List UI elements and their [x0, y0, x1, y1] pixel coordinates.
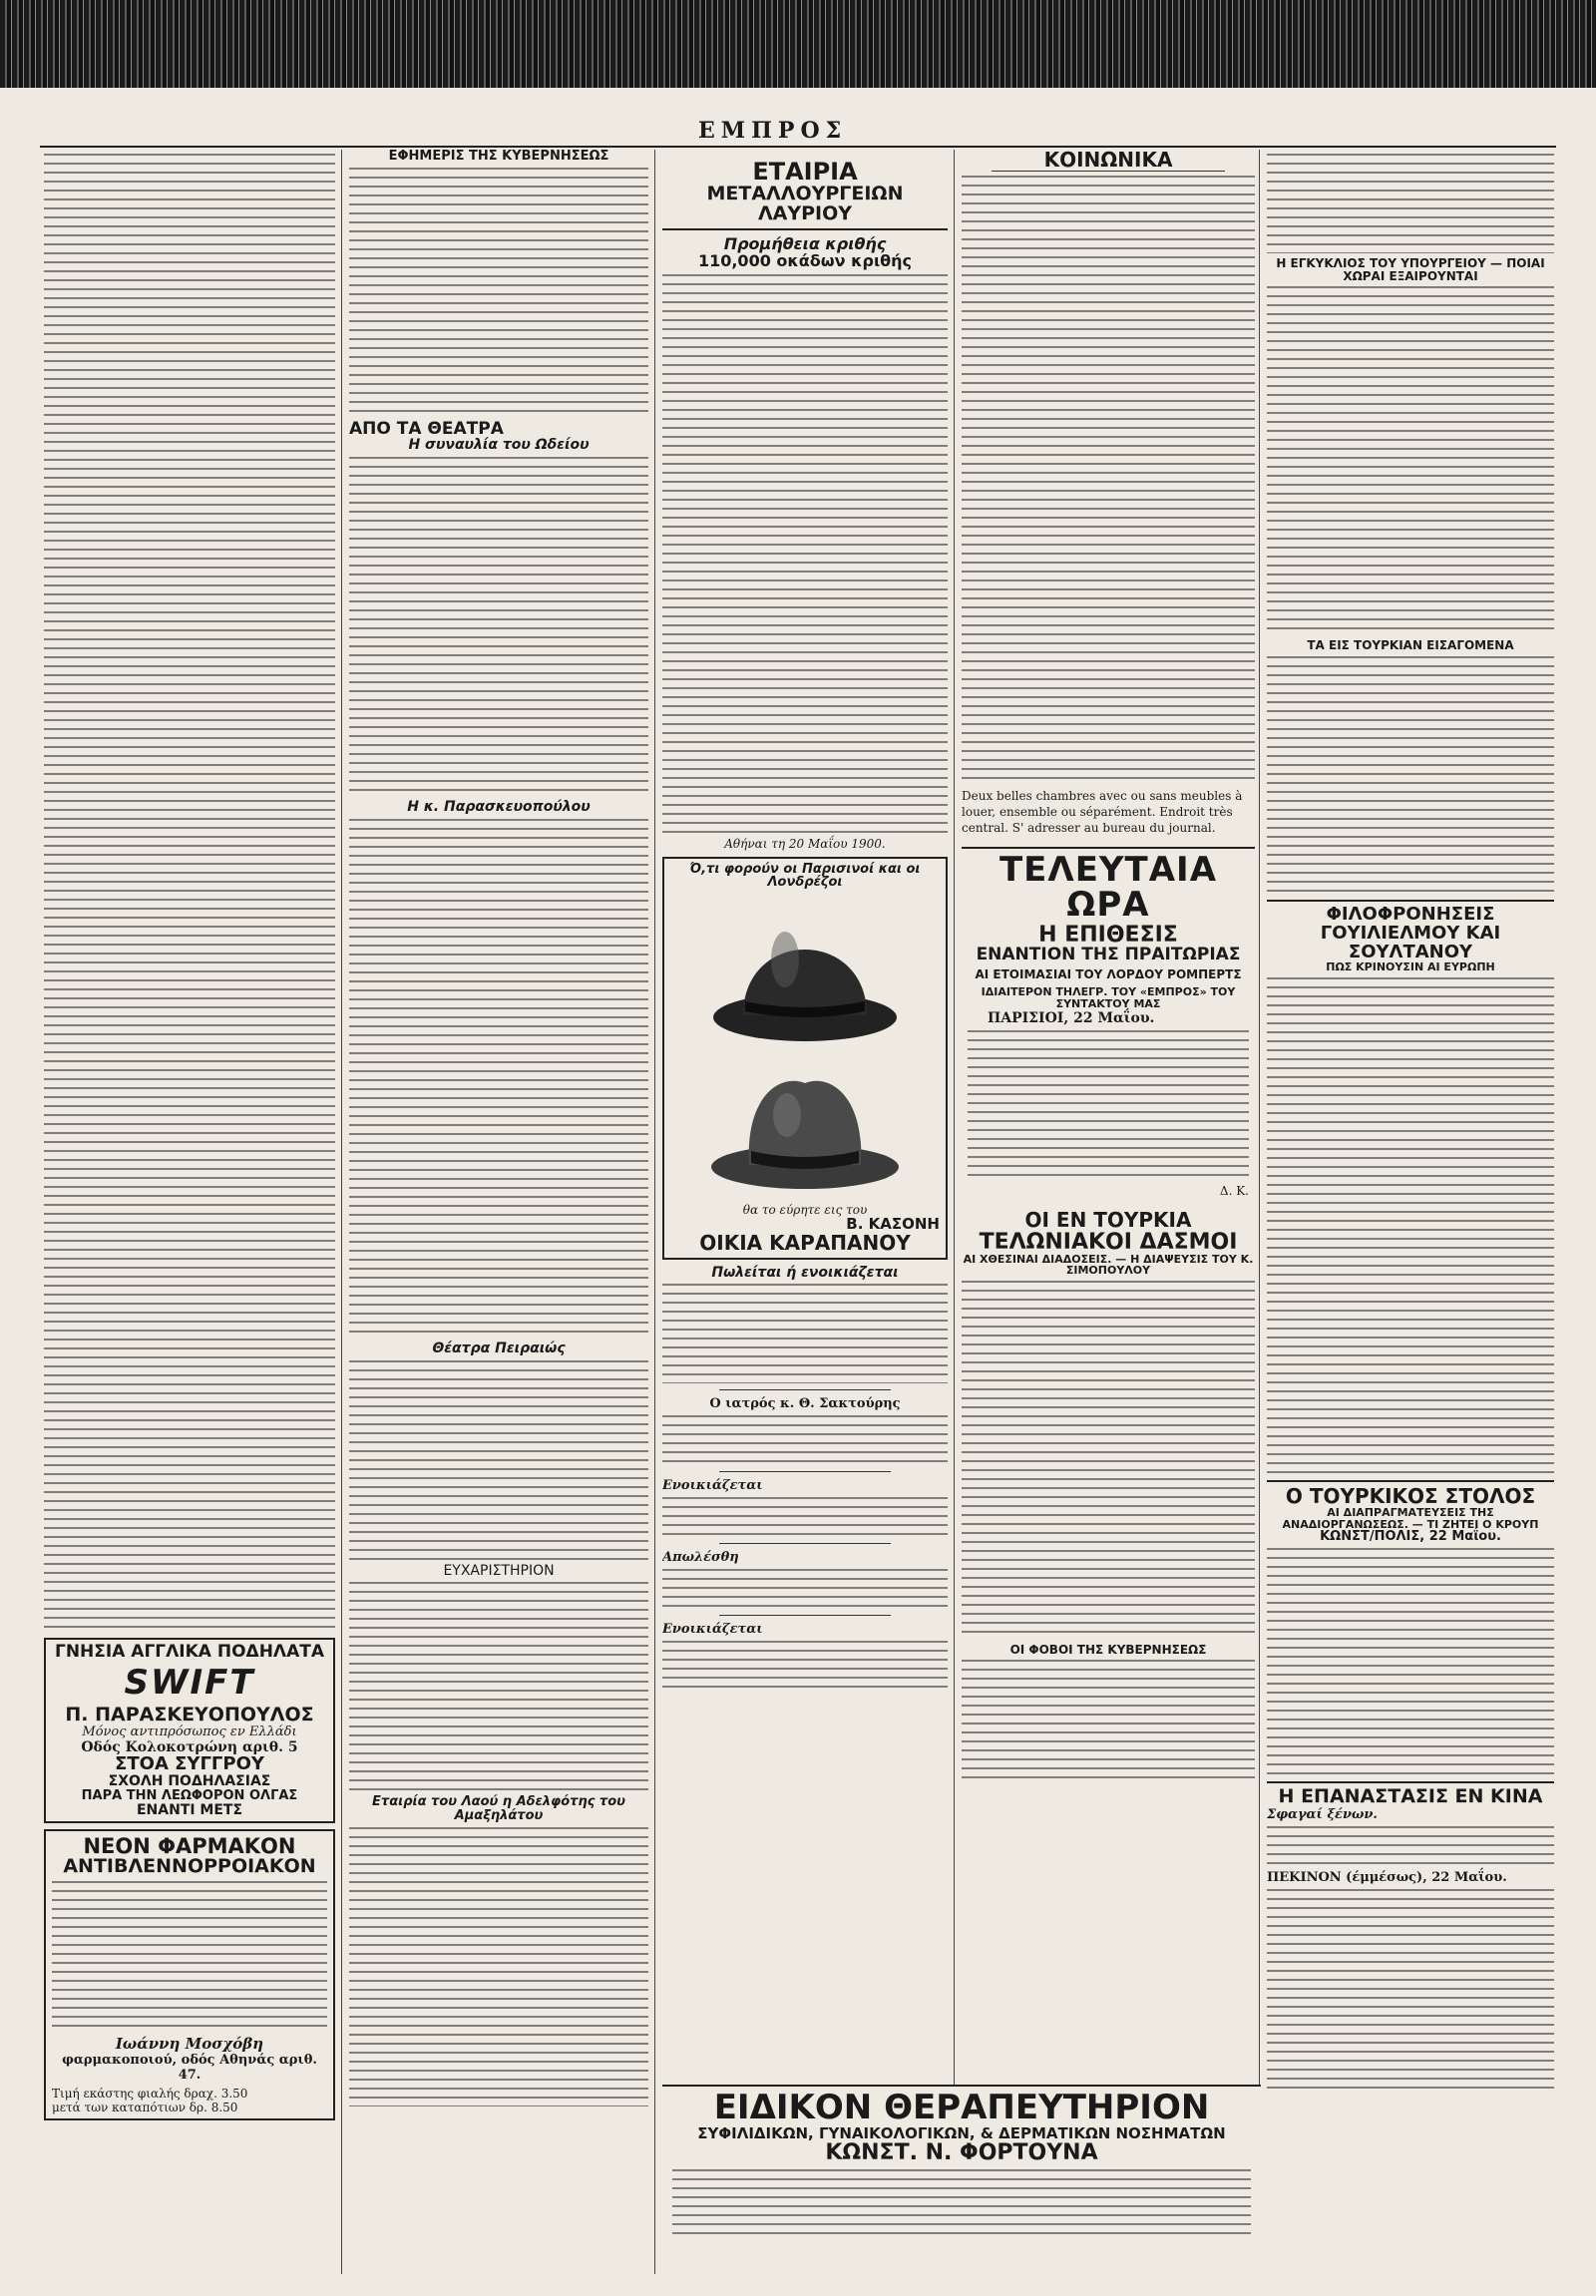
dateline: ΚΩΝΣΤ/ΠΟΛΙΣ, 22 Μαΐου.: [1320, 1529, 1501, 1545]
hat-ad: [662, 857, 948, 1260]
article-text: [349, 168, 648, 417]
section-heading: ΚΟΙΝΩΝΙΚΑ: [992, 150, 1225, 172]
ad-title: Ό,τι φορούν οι Παρισινοί και οι Λονδρέζοι: [689, 861, 921, 891]
ad-title: ΑΝΤΙΒΛΕΝΝΟΡΡΟΙΑΚΟΝ: [63, 1855, 316, 1878]
article-text: [962, 1281, 1255, 1640]
column-3: [662, 150, 948, 2274]
shop-owner: Β. ΚΑΣΟΝΗ: [846, 1214, 940, 1233]
notice-heading: Προμήθεια κριθής: [723, 234, 887, 254]
column-divider: [341, 150, 342, 2274]
divider: [719, 1389, 891, 1390]
header-rule: [40, 146, 1556, 148]
lavrio-notice: [662, 156, 948, 230]
dateline: ΠΑΡΙΣΙΟΙ, 22 Μαΐου.: [988, 1009, 1155, 1026]
notice-text: [662, 1415, 948, 1465]
article-text: [349, 1360, 648, 1560]
felt-hat-image: [705, 1055, 905, 1195]
article-text: [1267, 977, 1554, 1476]
article-heading: ΕΥΧΑΡΙΣΤΗΡΙΟΝ: [443, 1562, 555, 1579]
article-text: [1267, 1548, 1554, 1777]
seller-address: φαρμακοποιού, οδός Αθηνάς αριθ. 47.: [62, 2053, 317, 2084]
notice-date: Αθήναι τη 20 Μαΐου 1900.: [724, 836, 886, 851]
article-heading: Η συναυλία του Ωδείου: [408, 437, 590, 454]
column-divider: [1259, 150, 1260, 2274]
column-2: [349, 150, 648, 2274]
clinic-text: [672, 2169, 1251, 2239]
clinic-subtitle: ΣΥΦΙΛΙΔΙΚΩΝ, ΓΥΝΑΙΚΟΛΟΓΙΚΩΝ, & ΔΕΡΜΑΤΙΚΩΝ ΝΟΣΗΜΑΤΩΝ: [697, 2123, 1226, 2142]
column-4: [962, 150, 1255, 2274]
ad-line: θα το εύρητε εις του: [742, 1202, 868, 1217]
divider: [719, 1471, 891, 1472]
ad-line: ΣΤΟΑ ΣΥΓΓΡΟΥ: [115, 1753, 264, 1775]
dealer-name: Π. ΠΑΡΑΣΚΕΥΟΠΟΥΛΟΣ: [65, 1703, 314, 1725]
subheadline: ΑΙ ΔΙΑΠΡΑΓΜΑΤΕΥΣΕΙΣ ΤΗΣ ΑΝΑΔΙΟΡΓΑΝΩΣΕΩΣ. — ΤΙ ΖΗΤΕΙ Ο ΚΡΟΥΠ: [1282, 1506, 1539, 1531]
article-text: [349, 457, 648, 796]
ad-line: Οδός Κολοκοτρώνη αριθ. 5: [81, 1739, 298, 1756]
article-text: [349, 1582, 648, 1791]
scan-top-edge: [0, 0, 1596, 88]
column-1: [44, 150, 335, 2274]
headline: ΦΙΛΟΦΡΟΝΗΣΕΙΣ: [1267, 900, 1554, 925]
ad-title: ΓΝΗΣΙΑ ΑΓΓΛΙΚΑ ΠΟΔΗΛΑΤΑ: [55, 1642, 324, 1662]
article-heading: Εταιρία του Λαού η Αδελφότης του Αμαξηλάτου: [372, 1794, 625, 1823]
pharmacy-ad: [44, 1829, 335, 2120]
headline: Η ΕΠΑΝΑΣΤΑΣΙΣ ΕΝ ΚΙΝΑ: [1267, 1781, 1554, 1807]
headline: Η ΕΠΙΘΕΣΙΣ: [1038, 922, 1178, 948]
signature: Δ. Κ.: [1219, 1183, 1249, 1198]
section-heading: ΕΦΗΜΕΡΙΣ ΤΗΣ ΚΥΒΕΡΝΗΣΕΩΣ: [388, 150, 609, 164]
headline: ΕΝΑΝΤΙΟΝ ΤΗΣ ΠΡΑΙΤΩΡΙΑΣ: [976, 945, 1241, 965]
notice-heading: Πωλείται ή ενοικιάζεται: [711, 1264, 899, 1281]
article-text: [1267, 1826, 1554, 1866]
price-line: μετά των καταπότιων δρ. 8.50: [52, 2101, 238, 2115]
article-heading: Η ΕΓΚΥΚΛΙΟΣ ΤΟΥ ΥΠΟΥΡΓΕΙΟΥ — ΠΟΙΑΙ ΧΩΡΑΙ ΕΞΑΙΡΟΥΝΤΑΙ: [1276, 256, 1545, 283]
clinic-ad: [662, 2085, 1261, 2274]
notice-text: [662, 274, 948, 833]
rooms-notice: Deux belles chambres avec ou sans meubles à louer, ensemble ou séparément. Endroit très central. S' adresser au bureau du journal.: [962, 789, 1243, 836]
notice-text: [662, 1569, 948, 1609]
clinic-title: ΕΙΔΙΚΟΝ ΘΕΡΑΠΕΥΤΗΡΙΟΝ: [713, 2088, 1210, 2127]
article-text: [349, 1827, 648, 2106]
article-heading: Θέατρα Πειραιώς: [432, 1339, 566, 1356]
notice-amount: 110,000 οκάδων κριθής: [697, 250, 913, 270]
seller-name: Ιωάννη Μοσχόβη: [115, 2035, 264, 2054]
ad-line: ΠΑΡΑ ΤΗΝ ΛΕΩΦΟΡΟΝ ΟΛΓΑΣ: [81, 1788, 298, 1804]
article-text: [962, 176, 1255, 784]
divider: [719, 1615, 891, 1616]
ad-line: ΣΧΟΛΗ ΠΟΔΗΛΑΣΙΑΣ: [108, 1773, 271, 1790]
section-heading: ΑΠΟ ΤΑ ΘΕΑΤΡΑ: [349, 418, 504, 439]
notice-heading: Ενοικιάζεται: [662, 1478, 763, 1494]
shop-name: ΟΙΚΙΑ ΚΑΡΑΠΑΝΟΥ: [699, 1230, 911, 1255]
bowler-hat-image: [705, 898, 905, 1047]
notice-heading: Ο ιατρός κ. Θ. Σακτούρης: [709, 1396, 901, 1412]
ad-title: ΝΕΟΝ ΦΑΡΜΑΚΟΝ: [83, 1834, 296, 1859]
brand-logo: SWIFT: [124, 1662, 255, 1703]
article-heading: ΤΑ ΕΙΣ ΤΟΥΡΚΙΑΝ ΕΙΣΑΓΟΜΕΝΑ: [1307, 638, 1514, 653]
last-hour-section: [962, 847, 1255, 1202]
column-divider: [654, 150, 655, 2274]
article-text: [44, 154, 335, 1630]
ad-line: ΕΝΑΝΤΙ ΜΕΤΣ: [136, 1801, 243, 1818]
page-header: [40, 118, 1556, 144]
notice-heading: Ενοικιάζεται: [662, 1622, 763, 1638]
article-text: [1267, 154, 1554, 253]
notice-title: ΜΕΤΑΛΛΟΥΡΓΕΙΩΝ ΛΑΥΡΙΟΥ: [706, 183, 904, 225]
ad-text: [52, 1881, 327, 2031]
notice-heading: Απωλέσθη: [662, 1550, 739, 1566]
swift-bicycles-ad: [44, 1638, 335, 1823]
article-heading: ΟΙ ΦΟΒΟΙ ΤΗΣ ΚΥΒΕΡΝΗΣΕΩΣ: [1009, 1642, 1207, 1657]
article-heading: Η κ. Παρασκευοπούλου: [407, 799, 591, 816]
notice-text: [662, 1284, 948, 1383]
article-text: [349, 819, 648, 1338]
price-line: Τιμή εκάστης φιαλής δραχ. 3.50: [52, 2087, 248, 2102]
article-text: [962, 1660, 1255, 1779]
telegram-source: ΙΔΙΑΙΤΕΡΟΝ ΤΗΛΕΓΡ. ΤΟΥ «ΕΜΠΡΟΣ» ΤΟΥ ΣΥΝΤΑΚΤΟΥ ΜΑΣ: [981, 985, 1236, 1011]
divider: [719, 1543, 891, 1544]
subheadline: ΑΙ ΧΘΕΣΙΝΑΙ ΔΙΑΔΟΣΕΙΣ. — Η ΔΙΑΨΕΥΣΙΣ ΤΟΥ Κ. ΣΙΜΟΠΟΥΛΟΥ: [963, 1252, 1254, 1278]
headline: Ο ΤΟΥΡΚΙΚΟΣ ΣΤΟΛΟΣ: [1267, 1480, 1554, 1507]
column-divider: [954, 150, 955, 2274]
article-text: [1267, 286, 1554, 635]
doctor-name: ΚΩΝΣΤ. Ν. ΦΟΡΤΟΥΝΑ: [825, 2140, 1098, 2166]
headline: ΤΕΛΩΝΙΑΚΟΙ ΔΑΣΜΟΙ: [979, 1229, 1238, 1255]
newspaper-name: ΕΜΠΡΟΣ: [698, 118, 848, 144]
subheadline: ΑΙ ΕΤΟΙΜΑΣΙΑΙ ΤΟΥ ΛΟΡΔΟΥ ΡΟΜΠΕΡΤΣ: [975, 966, 1242, 981]
article-text: [1267, 1889, 1554, 2089]
subheadline: ΠΩΣ ΚΡΙΝΟΥΣΙΝ ΑΙ ΕΥΡΩΠΗ: [1326, 960, 1495, 974]
headline: ΓΟΥΙΛΙΕΛΜΟΥ ΚΑΙ ΣΟΥΛΤΑΝΟΥ: [1320, 922, 1501, 962]
article-heading: Σφαγαί ξένων.: [1267, 1806, 1378, 1822]
notice-text: [662, 1497, 948, 1537]
headline: ΤΕΛΕΥΤΑΙΑ ΩΡΑ: [998, 849, 1218, 926]
notice-title: ΕΤΑΙΡΙΑ: [752, 158, 858, 186]
article-text: [1267, 656, 1554, 896]
article-text: [968, 1030, 1249, 1180]
headline: ΟΙ ΕΝ ΤΟΥΡΚΙΑ: [1024, 1207, 1192, 1232]
notice-text: [662, 1641, 948, 1691]
column-5: [1267, 150, 1554, 2274]
dateline: ΠΕΚΙΝΟΝ (έμμέσως), 22 Μαΐου.: [1267, 1869, 1507, 1885]
ad-line: Μόνος αντιπρόσωπος εν Ελλάδι: [82, 1724, 297, 1740]
